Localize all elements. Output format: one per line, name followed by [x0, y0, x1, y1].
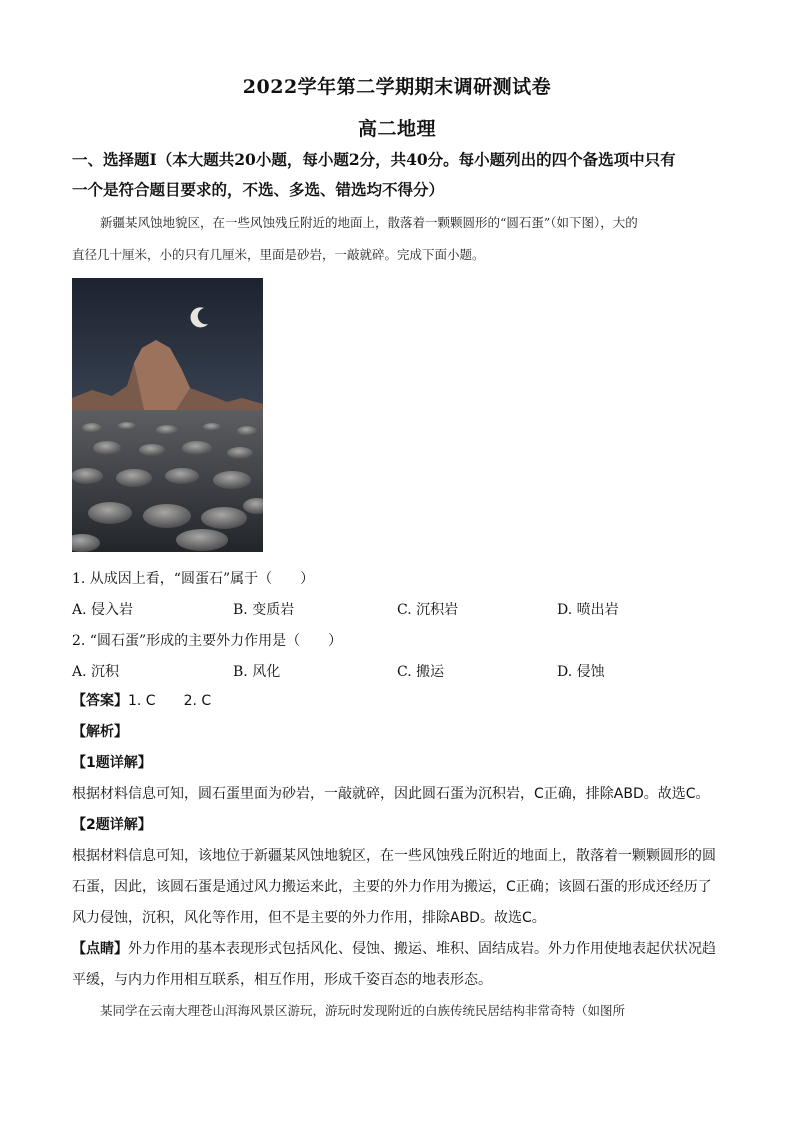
section-heading-line1: 一、选择题Ⅰ（本大题共20小题，每小题2分，共40分。每小题列出的四个备选项中只有	[72, 150, 676, 169]
question-1-option-c: C. 沉积岩	[397, 602, 459, 618]
q1-detail-text: 根据材料信息可知，圆石蛋里面为砂岩，一敲就碎，因此圆石蛋为沉积岩，C正确，排除ABD。故选C。	[72, 786, 710, 802]
q2-detail-line2: 石蛋，因此，该圆石蛋是通过风力搬运来此，主要的外力作用为搬运，C正确；该圆石蛋的形成还经历了	[72, 879, 712, 895]
question-2-option-d: D. 侵蚀	[557, 664, 605, 680]
answer-tag: 【答案】	[72, 693, 128, 709]
exam-title: 2022学年第二学期期末调研测试卷	[242, 76, 552, 98]
section-heading-line2: 一个是符合题目要求的，不选、多选、错选均不得分）	[72, 180, 445, 199]
answer-line	[72, 686, 722, 717]
question-2-option-b: B. 风化	[233, 664, 281, 680]
desert-rock-photo	[72, 278, 263, 552]
q2-detail-line1: 根据材料信息可知，该地位于新疆某风蚀地貌区，在一些风蚀残丘附近的地面上，散落着一颗颗圆形的圆	[72, 848, 716, 864]
q2-detail-line3: 风力侵蚀，沉积，风化等作用，但不是主要的外力作用，排除ABD。故选C。	[72, 910, 546, 926]
q1-detail-tag: 【1题详解】	[72, 755, 152, 771]
exam-subject: 高二地理	[357, 118, 436, 140]
tip-line2: 平缓，与内力作用相互联系，相互作用，形成千姿百态的地表形态。	[72, 972, 492, 988]
question-1-stem: 1. 从成因上看，“圆蛋石”属于（ ）	[72, 571, 315, 587]
question-1-option-a: A. 侵入岩	[72, 602, 134, 618]
question-2-stem: 2. “圆石蛋”形成的主要外力作用是（ ）	[72, 633, 343, 649]
answer-text: 1. C 2. C	[128, 693, 212, 709]
analysis-tag: 【解析】	[72, 724, 128, 740]
q2-detail-tag: 【2题详解】	[72, 817, 152, 833]
material-line2: 直径几十厘米，小的只有几厘米，里面是砂岩，一敲就碎。完成下面小题。	[72, 247, 485, 262]
question-1-option-d: D. 喷出岩	[557, 602, 619, 618]
next-material-line1: 某同学在云南大理苍山洱海风景区游玩，游玩时发现附近的白族传统民居结构非常奇特（如图所	[100, 1003, 626, 1018]
rock-landscape-image	[72, 278, 263, 552]
tip-tag: 【点睛】	[72, 941, 128, 957]
question-2-option-c: C. 搬运	[397, 664, 445, 680]
question-1-option-b: B. 变质岩	[233, 602, 295, 618]
question-2-option-a: A. 沉积	[72, 664, 120, 680]
material-line1: 新疆某风蚀地貌区，在一些风蚀残丘附近的地面上，散落着一颗颗圆形的“圆石蛋”（如下图），大的	[100, 215, 638, 230]
tip-line1-text: 外力作用的基本表现形式包括风化、侵蚀、搬运、堆积、固结成岩。外力作用使地表起伏状况趋	[128, 941, 716, 957]
tip-line1	[72, 934, 722, 965]
